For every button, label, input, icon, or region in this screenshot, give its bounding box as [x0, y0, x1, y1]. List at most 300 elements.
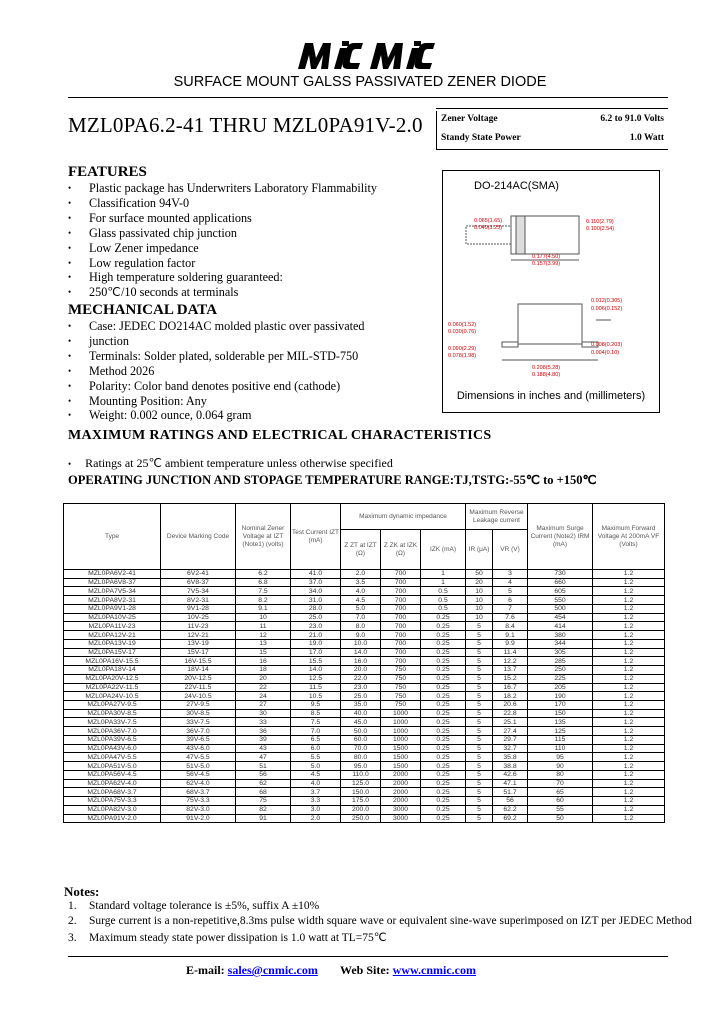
table-cell: 0.25 — [421, 701, 466, 710]
list-item: • Glass passivated chip junction — [68, 226, 438, 241]
list-item: • Case: JEDEC DO214AC molded plastic over passivated — [68, 319, 438, 334]
table-cell: 5 — [466, 762, 493, 771]
table-cell: 1.2 — [593, 596, 665, 605]
document-subtitle: SURFACE MOUNT GALSS PASSIVATED ZENER DIODE — [173, 74, 547, 90]
table-cell: 5.0 — [291, 762, 341, 771]
features-heading: FEATURES — [68, 164, 147, 180]
table-cell: 0.25 — [421, 683, 466, 692]
table-cell: 35.8 — [493, 753, 528, 762]
table-cell: 9.9 — [493, 639, 528, 648]
list-item: • Terminals: Solder plated, solderable per MIL-STD-750 — [68, 349, 438, 364]
table-cell: 22.0 — [341, 674, 381, 683]
table-cell: 0.25 — [421, 814, 466, 823]
spec-rule-bottom — [436, 149, 668, 150]
table-cell: 4.5 — [291, 770, 341, 779]
table-cell: 16.7 — [493, 683, 528, 692]
table-cell: 175.0 — [341, 797, 381, 806]
table-cell: 0.25 — [421, 770, 466, 779]
table-cell: 68V-3.7 — [161, 788, 236, 797]
table-cell: 1.2 — [593, 639, 665, 648]
ratings-heading: MAXIMUM RATINGS AND ELECTRICAL CHARACTERISTICS — [68, 428, 492, 443]
company-logo — [296, 40, 436, 70]
table-cell: 36V-7.0 — [161, 727, 236, 736]
table-cell: 0.25 — [421, 744, 466, 753]
table-cell: 3.3 — [291, 797, 341, 806]
table-cell: 20 — [466, 578, 493, 587]
table-cell: 0.5 — [421, 604, 466, 613]
table-cell: 80.0 — [341, 753, 381, 762]
table-cell: 25.1 — [493, 718, 528, 727]
table-row — [64, 718, 665, 727]
mechanical-heading: MECHANICAL DATA — [68, 302, 218, 318]
table-cell: 95.0 — [341, 762, 381, 771]
note-number: 3. — [68, 932, 77, 944]
table-cell: 250.0 — [341, 814, 381, 823]
table-cell: 3000 — [381, 805, 421, 814]
table-row — [64, 788, 665, 797]
table-cell: 7.5 — [236, 587, 291, 596]
table-cell: 1 — [421, 578, 466, 587]
table-cell: 2000 — [381, 770, 421, 779]
table-cell: 0.25 — [421, 648, 466, 657]
table-cell: 7.0 — [341, 613, 381, 622]
dim-label: 0.008(0.203) — [591, 342, 623, 348]
table-cell: 2.0 — [341, 570, 381, 579]
table-cell: 3.7 — [291, 788, 341, 797]
table-cell: 11.5 — [291, 683, 341, 692]
part-range-title: MZL0PA6.2-41 THRU MZL0PA91V-2.0 — [68, 113, 423, 137]
table-cell: MZL0PA10V-25 — [64, 613, 161, 622]
table-cell: 1.2 — [593, 570, 665, 579]
note-number: 1. — [68, 900, 77, 912]
dim-label: 0.012(0.305) — [591, 298, 623, 304]
table-cell: 11.4 — [493, 648, 528, 657]
table-row — [64, 570, 665, 579]
table-row — [64, 762, 665, 771]
table-cell: 95 — [528, 753, 593, 762]
spec-rule-left — [436, 111, 437, 149]
table-cell: 5 — [466, 718, 493, 727]
table-cell: 1.2 — [593, 648, 665, 657]
table-cell: 6V2-41 — [161, 570, 236, 579]
table-cell: 8.0 — [341, 622, 381, 631]
table-row — [64, 779, 665, 788]
table-cell: 115 — [528, 735, 593, 744]
table-cell: 700 — [381, 622, 421, 631]
table-cell: 18 — [236, 666, 291, 675]
table-cell: 1.2 — [593, 683, 665, 692]
operating-range: OPERATING JUNCTION AND STOPAGE TEMPERATURE RANGE:TJ,TSTG:-55℃ to +150℃ — [68, 473, 597, 487]
table-cell: 10.0 — [341, 639, 381, 648]
col-header: Z ZK at IZK (Ω) — [381, 530, 421, 570]
features-list — [68, 181, 438, 300]
table-cell: 750 — [381, 683, 421, 692]
table-cell: 250 — [528, 666, 593, 675]
table-cell: 22.8 — [493, 709, 528, 718]
divider — [68, 97, 668, 98]
table-row — [64, 578, 665, 587]
table-cell: 5 — [466, 631, 493, 640]
table-cell: 1.2 — [593, 701, 665, 710]
list-item: • Method 2026 — [68, 364, 438, 379]
table-cell: 29.7 — [493, 735, 528, 744]
table-cell: 16.0 — [341, 657, 381, 666]
col-header: Nominal Zener Voltage at IZT (Note1) (volts) — [236, 504, 291, 570]
table-cell: 4.0 — [341, 587, 381, 596]
table-cell: 125 — [528, 727, 593, 736]
table-cell: 0.25 — [421, 692, 466, 701]
table-cell: 51.7 — [493, 788, 528, 797]
table-cell: 500 — [528, 604, 593, 613]
table-cell: 30 — [236, 709, 291, 718]
table-cell: 51V-5.0 — [161, 762, 236, 771]
table-row — [64, 814, 665, 823]
table-cell: 33 — [236, 718, 291, 727]
table-cell: 5 — [466, 788, 493, 797]
table-cell: MZL0PA51V-5.0 — [64, 762, 161, 771]
table-cell: 8.4 — [493, 622, 528, 631]
table-cell: 1.2 — [593, 622, 665, 631]
table-row — [64, 613, 665, 622]
col-header: Maximum Reverse Leakage current — [466, 504, 528, 530]
ratings-note: • Ratings at 25℃ ambient temperature unless otherwise specified — [68, 456, 393, 470]
table-cell: 10 — [236, 613, 291, 622]
package-outline-drawing — [446, 198, 658, 386]
table-cell: 0.25 — [421, 788, 466, 797]
table-cell: 62V-4.0 — [161, 779, 236, 788]
table-cell: MZL0PA7V5-34 — [64, 587, 161, 596]
table-cell: 1.2 — [593, 744, 665, 753]
table-cell: 7.0 — [291, 727, 341, 736]
table-cell: 21.0 — [291, 631, 341, 640]
zener-voltage-value: 6.2 to 91.0 Volts — [600, 114, 664, 124]
table-cell: MZL0PA39V-6.5 — [64, 735, 161, 744]
table-cell: 10.5 — [291, 692, 341, 701]
footer-email — [186, 963, 318, 978]
dim-label: 0.100(2.54) — [586, 226, 615, 232]
table-cell: MZL0PA36V-7.0 — [64, 727, 161, 736]
table-cell: 38.8 — [493, 762, 528, 771]
table-cell: 1.2 — [593, 788, 665, 797]
table-row — [64, 692, 665, 701]
dim-label: 0.030(0.76) — [448, 329, 477, 335]
table-cell: 700 — [381, 578, 421, 587]
table-row — [64, 587, 665, 596]
table-cell: 13.7 — [493, 666, 528, 675]
table-cell: 9.0 — [341, 631, 381, 640]
dim-label: 0.157(3.99) — [532, 261, 561, 267]
table-cell: MZL0PA15V-17 — [64, 648, 161, 657]
table-cell: MZL0PA56V-4.5 — [64, 770, 161, 779]
table-cell: 5 — [466, 622, 493, 631]
table-cell: 700 — [381, 639, 421, 648]
dim-label: 0.004(0.10) — [591, 350, 620, 356]
table-row — [64, 666, 665, 675]
table-cell: 1.2 — [593, 709, 665, 718]
table-cell: 28.0 — [291, 604, 341, 613]
list-item: • Polarity: Color band denotes positive end (cathode) — [68, 379, 438, 394]
table-cell: 68 — [236, 788, 291, 797]
table-cell: 0.25 — [421, 718, 466, 727]
table-cell: 55 — [528, 805, 593, 814]
table-cell: 91V-2.0 — [161, 814, 236, 823]
table-cell: 5 — [466, 674, 493, 683]
table-cell: 150.0 — [341, 788, 381, 797]
table-cell: 700 — [381, 648, 421, 657]
table-row — [64, 753, 665, 762]
dim-label: 0.060(1.52) — [448, 322, 477, 328]
table-cell: 305 — [528, 648, 593, 657]
col-header: IR (μA) — [466, 530, 493, 570]
table-cell: 27V-9.5 — [161, 701, 236, 710]
table-cell: 0.25 — [421, 657, 466, 666]
table-cell: 5 — [466, 657, 493, 666]
table-cell: 5 — [466, 683, 493, 692]
table-cell: 10V-25 — [161, 613, 236, 622]
table-cell: 750 — [381, 701, 421, 710]
table-cell: 700 — [381, 657, 421, 666]
table-cell: MZL0PA9V1-28 — [64, 604, 161, 613]
table-cell: 20 — [236, 674, 291, 683]
note-item — [68, 930, 387, 944]
table-cell: 75 — [236, 797, 291, 806]
table-cell: 32.7 — [493, 744, 528, 753]
table-row — [64, 657, 665, 666]
table-cell: 37.0 — [291, 578, 341, 587]
table-cell: 5 — [466, 727, 493, 736]
list-item: • High temperature soldering guaranteed: — [68, 270, 438, 285]
table-cell: 7.6 — [493, 613, 528, 622]
col-header: IZK (mA) — [421, 530, 466, 570]
table-cell: 1.2 — [593, 666, 665, 675]
dim-label: 0.188(4.80) — [532, 372, 561, 378]
table-cell: 700 — [381, 613, 421, 622]
table-cell: 1.2 — [593, 613, 665, 622]
table-cell: 82 — [236, 805, 291, 814]
table-cell: 62 — [236, 779, 291, 788]
table-cell: MZL0PA12V-21 — [64, 631, 161, 640]
table-cell: 344 — [528, 639, 593, 648]
table-cell: 18.2 — [493, 692, 528, 701]
table-cell: 205 — [528, 683, 593, 692]
power-label: Standy State Power — [441, 133, 521, 143]
table-cell: 1.2 — [593, 797, 665, 806]
col-header: Type — [64, 504, 161, 570]
table-cell: 0.25 — [421, 753, 466, 762]
table-body — [64, 570, 665, 823]
table-cell: 23.0 — [341, 683, 381, 692]
table-cell: 170 — [528, 701, 593, 710]
table-cell: 605 — [528, 587, 593, 596]
table-cell: 23.0 — [291, 622, 341, 631]
table-cell: MZL0PA22V-11.5 — [64, 683, 161, 692]
table-cell: 285 — [528, 657, 593, 666]
table-cell: 5 — [466, 648, 493, 657]
table-cell: MZL0PA11V-23 — [64, 622, 161, 631]
note-item — [68, 915, 692, 927]
table-cell: 50 — [528, 814, 593, 823]
table-row — [64, 639, 665, 648]
list-item: • 250℃/10 seconds at terminals — [68, 285, 438, 300]
table-cell: 1.2 — [593, 674, 665, 683]
table-cell: 50.0 — [341, 727, 381, 736]
table-cell: 1000 — [381, 709, 421, 718]
table-cell: 1500 — [381, 762, 421, 771]
spec-rule-top — [436, 108, 668, 109]
table-cell: 6.0 — [291, 744, 341, 753]
table-row — [64, 683, 665, 692]
ratings-table — [63, 503, 665, 823]
table-cell: 13V-19 — [161, 639, 236, 648]
table-cell: 1.2 — [593, 604, 665, 613]
table-cell: 0.25 — [421, 674, 466, 683]
table-cell: 0.25 — [421, 639, 466, 648]
table-row — [64, 631, 665, 640]
table-cell: 15V-17 — [161, 648, 236, 657]
table-row — [64, 701, 665, 710]
table-cell: 0.5 — [421, 596, 466, 605]
table-cell: 60 — [528, 797, 593, 806]
table-cell: 1.2 — [593, 779, 665, 788]
table-cell: 35.0 — [341, 701, 381, 710]
table-cell: MZL0PA62V-4.0 — [64, 779, 161, 788]
table-cell: 5 — [493, 587, 528, 596]
col-header: Maximum dynamic impedance — [341, 504, 466, 530]
table-cell: 4 — [493, 578, 528, 587]
table-cell: MZL0PA16V-15.5 — [64, 657, 161, 666]
list-item: • Low regulation factor — [68, 256, 438, 271]
table-cell: 9.1 — [236, 604, 291, 613]
table-cell: 550 — [528, 596, 593, 605]
table-cell: 5 — [466, 744, 493, 753]
table-cell: 4.5 — [341, 596, 381, 605]
table-cell: 20.6 — [493, 701, 528, 710]
table-cell: 1.2 — [593, 587, 665, 596]
table-cell: 9.5 — [291, 701, 341, 710]
table-cell: 700 — [381, 596, 421, 605]
table-cell: 1000 — [381, 735, 421, 744]
table-cell: 9.1 — [493, 631, 528, 640]
table-cell: 1.2 — [593, 718, 665, 727]
note-item — [68, 900, 319, 912]
table-cell: 90 — [528, 762, 593, 771]
table-cell: 7.5 — [291, 718, 341, 727]
table-cell: MZL0PA18V-14 — [64, 666, 161, 675]
col-header: Device Marking Code — [161, 504, 236, 570]
dim-label: 0.065(1.65) — [474, 218, 503, 224]
col-header: Z ZT at IZT (Ω) — [341, 530, 381, 570]
footer-divider — [68, 956, 668, 957]
table-cell: 10 — [466, 596, 493, 605]
table-cell: 30V-8.5 — [161, 709, 236, 718]
table-cell: 25.0 — [291, 613, 341, 622]
table-cell: 1.2 — [593, 657, 665, 666]
col-header: Maximum Forward Voltage At 200mA VF (Volts) — [593, 504, 665, 570]
table-cell: 11V-23 — [161, 622, 236, 631]
table-cell: MZL0PA82V-3.0 — [64, 805, 161, 814]
table-cell: MZL0PA43V-6.0 — [64, 744, 161, 753]
list-item: • Plastic package has Underwriters Laboratory Flammability — [68, 181, 438, 196]
table-cell: 12.2 — [493, 657, 528, 666]
table-cell: 9V1-28 — [161, 604, 236, 613]
table-cell: 19.0 — [291, 639, 341, 648]
table-cell: 24 — [236, 692, 291, 701]
table-cell: 91 — [236, 814, 291, 823]
table-cell: 110 — [528, 744, 593, 753]
table-cell: 1.2 — [593, 805, 665, 814]
dim-label: 0.177(4.50) — [532, 254, 561, 260]
email-link[interactable]: sales@cnmic.com — [227, 963, 318, 977]
zener-voltage-label: Zener Voltage — [441, 114, 498, 124]
col-header: Test Current IZT (mA) — [291, 504, 341, 570]
website-link[interactable]: www.cnmic.com — [392, 963, 476, 977]
table-row — [64, 648, 665, 657]
table-cell: 18V-14 — [161, 666, 236, 675]
table-cell: 2000 — [381, 779, 421, 788]
table-cell: 15.5 — [291, 657, 341, 666]
table-cell: 454 — [528, 613, 593, 622]
table-cell: 0.25 — [421, 779, 466, 788]
table-cell: 24V-10.5 — [161, 692, 236, 701]
table-cell: 8.5 — [291, 709, 341, 718]
table-cell: 750 — [381, 692, 421, 701]
table-cell: 65 — [528, 788, 593, 797]
table-cell: 660 — [528, 578, 593, 587]
table-cell: 6V8-37 — [161, 578, 236, 587]
table-cell: 5 — [466, 814, 493, 823]
table-cell: 20.0 — [341, 666, 381, 675]
table-cell: MZL0PA91V-2.0 — [64, 814, 161, 823]
table-row — [64, 727, 665, 736]
table-cell: 0.25 — [421, 727, 466, 736]
table-cell: 10 — [466, 587, 493, 596]
table-cell: 1.2 — [593, 770, 665, 779]
table-cell: 7 — [493, 604, 528, 613]
table-cell: MZL0PA30V-8.5 — [64, 709, 161, 718]
table-cell: 1500 — [381, 753, 421, 762]
table-cell: 36 — [236, 727, 291, 736]
dim-label: 0.078(1.98) — [448, 353, 477, 359]
table-cell: 12.5 — [291, 674, 341, 683]
table-cell: 31.0 — [291, 596, 341, 605]
table-cell: 0.25 — [421, 631, 466, 640]
table-row — [64, 770, 665, 779]
list-item: • For surface mounted applications — [68, 211, 438, 226]
notes-heading: Notes: — [64, 884, 100, 899]
table-cell: 56V-4.5 — [161, 770, 236, 779]
table-cell: 20V-12.5 — [161, 674, 236, 683]
table-cell: MZL0PA75V-3.3 — [64, 797, 161, 806]
table-cell: 80 — [528, 770, 593, 779]
table-cell: 25.0 — [341, 692, 381, 701]
website-label: Web Site: — [340, 963, 390, 977]
table-cell: 5 — [466, 797, 493, 806]
table-cell: 5 — [466, 779, 493, 788]
table-cell: 135 — [528, 718, 593, 727]
table-cell: MZL0PA24V-10.5 — [64, 692, 161, 701]
col-header: VR (V) — [493, 530, 528, 570]
table-cell: 4.0 — [291, 779, 341, 788]
dim-label: 0.006(0.152) — [591, 306, 623, 312]
table-cell: 1.2 — [593, 578, 665, 587]
table-cell: 5 — [466, 709, 493, 718]
table-cell: 5 — [466, 639, 493, 648]
table-cell: 0.25 — [421, 709, 466, 718]
table-cell: 12 — [236, 631, 291, 640]
power-value: 1.0 Watt — [629, 133, 664, 143]
table-cell: 3.5 — [341, 578, 381, 587]
table-cell: 5 — [466, 770, 493, 779]
